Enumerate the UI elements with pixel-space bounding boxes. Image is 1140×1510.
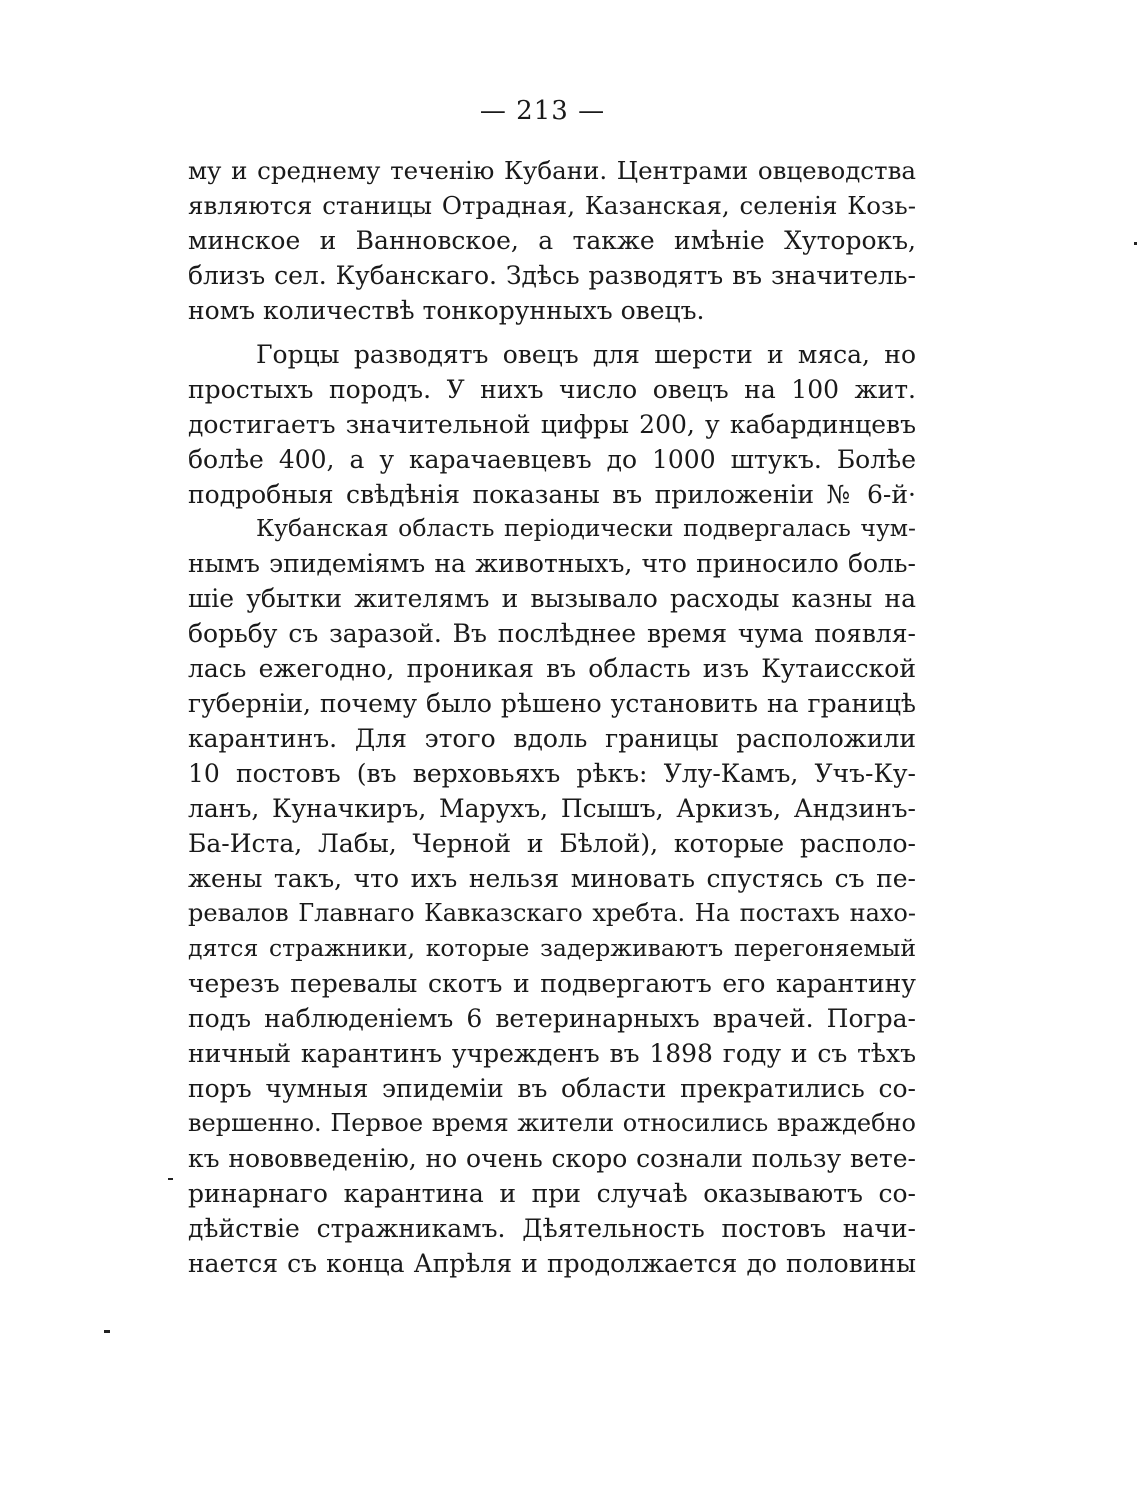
text-line: дятся стражники, которые задерживаютъ перегоняемый xyxy=(188,934,916,962)
text-line: достигаетъ значительной цифры 200, у кабардинцевъ xyxy=(188,410,916,439)
text-line: нается съ конца Апрѣля и продолжается до половины xyxy=(188,1249,916,1278)
paragraph-2 xyxy=(188,337,916,512)
text-line: Ба-Иста, Лабы, Черной и Бѣлой), которые располо- xyxy=(188,829,916,858)
text-line: ринарнаго карантина и при случаѣ оказываютъ со- xyxy=(188,1179,916,1208)
text-line: карантинъ. Для этого вдоль границы расположили xyxy=(188,724,916,753)
scan-speck xyxy=(104,1330,110,1333)
scan-speck xyxy=(168,1178,173,1180)
text-line: Кубанская область періодически подвергалась чум- xyxy=(256,514,916,542)
page-number: — 213 — xyxy=(479,96,606,126)
text-line: близъ сел. Кубанскаго. Здѣсь разводятъ въ значитель- xyxy=(188,261,916,290)
text-line: ревалов Главнаго Кавказскаго хребта. На постахъ нахо- xyxy=(188,899,916,927)
paragraph-3 xyxy=(188,511,916,1281)
text-line: борьбу съ заразой. Въ послѣднее время чума появля- xyxy=(188,619,916,648)
paragraph-1 xyxy=(188,153,916,328)
text-line: минское и Ванновское, а также имѣніе Хуторокъ, xyxy=(188,226,916,255)
text-line: поръ чумныя эпидеміи въ области прекратились со- xyxy=(188,1074,916,1103)
text-line: ничный карантинъ учрежденъ въ 1898 году и съ тѣхъ xyxy=(188,1039,916,1068)
text-line: черезъ перевалы скотъ и подвергаютъ его карантину xyxy=(188,969,916,998)
text-line: му и среднему теченію Кубани. Центрами овцеводства xyxy=(188,156,916,185)
text-line: подъ наблюденіемъ 6 ветеринарныхъ врачей. Погра- xyxy=(188,1004,916,1033)
text-line: 10 постовъ (въ верховьяхъ рѣкъ: Улу-Камъ, Учъ-Ку- xyxy=(188,759,916,788)
text-line: ланъ, Куначкиръ, Марухъ, Псышъ, Аркизъ, Андзинъ- xyxy=(188,794,916,823)
text-line: нымъ эпидеміямъ на животныхъ, что приносило боль- xyxy=(188,549,916,578)
text-line: Горцы разводятъ овецъ для шерсти и мяса, но xyxy=(256,340,916,369)
text-line: лась ежегодно, проникая въ область изъ Кутаисской xyxy=(188,654,916,683)
text-line: являются станицы Отрадная, Казанская, селенія Козь- xyxy=(188,191,916,220)
text-line: шіе убытки жителямъ и вызывало расходы казны на xyxy=(188,584,916,613)
text-line: вершенно. Первое время жители относились враждебно xyxy=(188,1109,916,1137)
text-line: номъ количествѣ тонкорунныхъ овецъ. xyxy=(188,296,705,325)
text-line: простыхъ породъ. У нихъ число овецъ на 100 жит. xyxy=(188,375,916,404)
text-line: къ нововведенію, но очень скоро сознали пользу вете- xyxy=(188,1144,916,1173)
text-line: подробныя свѣдѣнія показаны въ приложеніи № 6-й· xyxy=(188,480,916,509)
text-line: дѣйствіе стражникамъ. Дѣятельность постовъ начи- xyxy=(188,1214,916,1243)
text-line: жены такъ, что ихъ нельзя миновать спустясь съ пе- xyxy=(188,864,916,893)
scan-speck xyxy=(1134,242,1137,245)
text-line: болѣе 400, а у карачаевцевъ до 1000 штукъ. Болѣе xyxy=(188,445,916,474)
text-line: губерніи, почему было рѣшено установить на границѣ xyxy=(188,689,916,718)
